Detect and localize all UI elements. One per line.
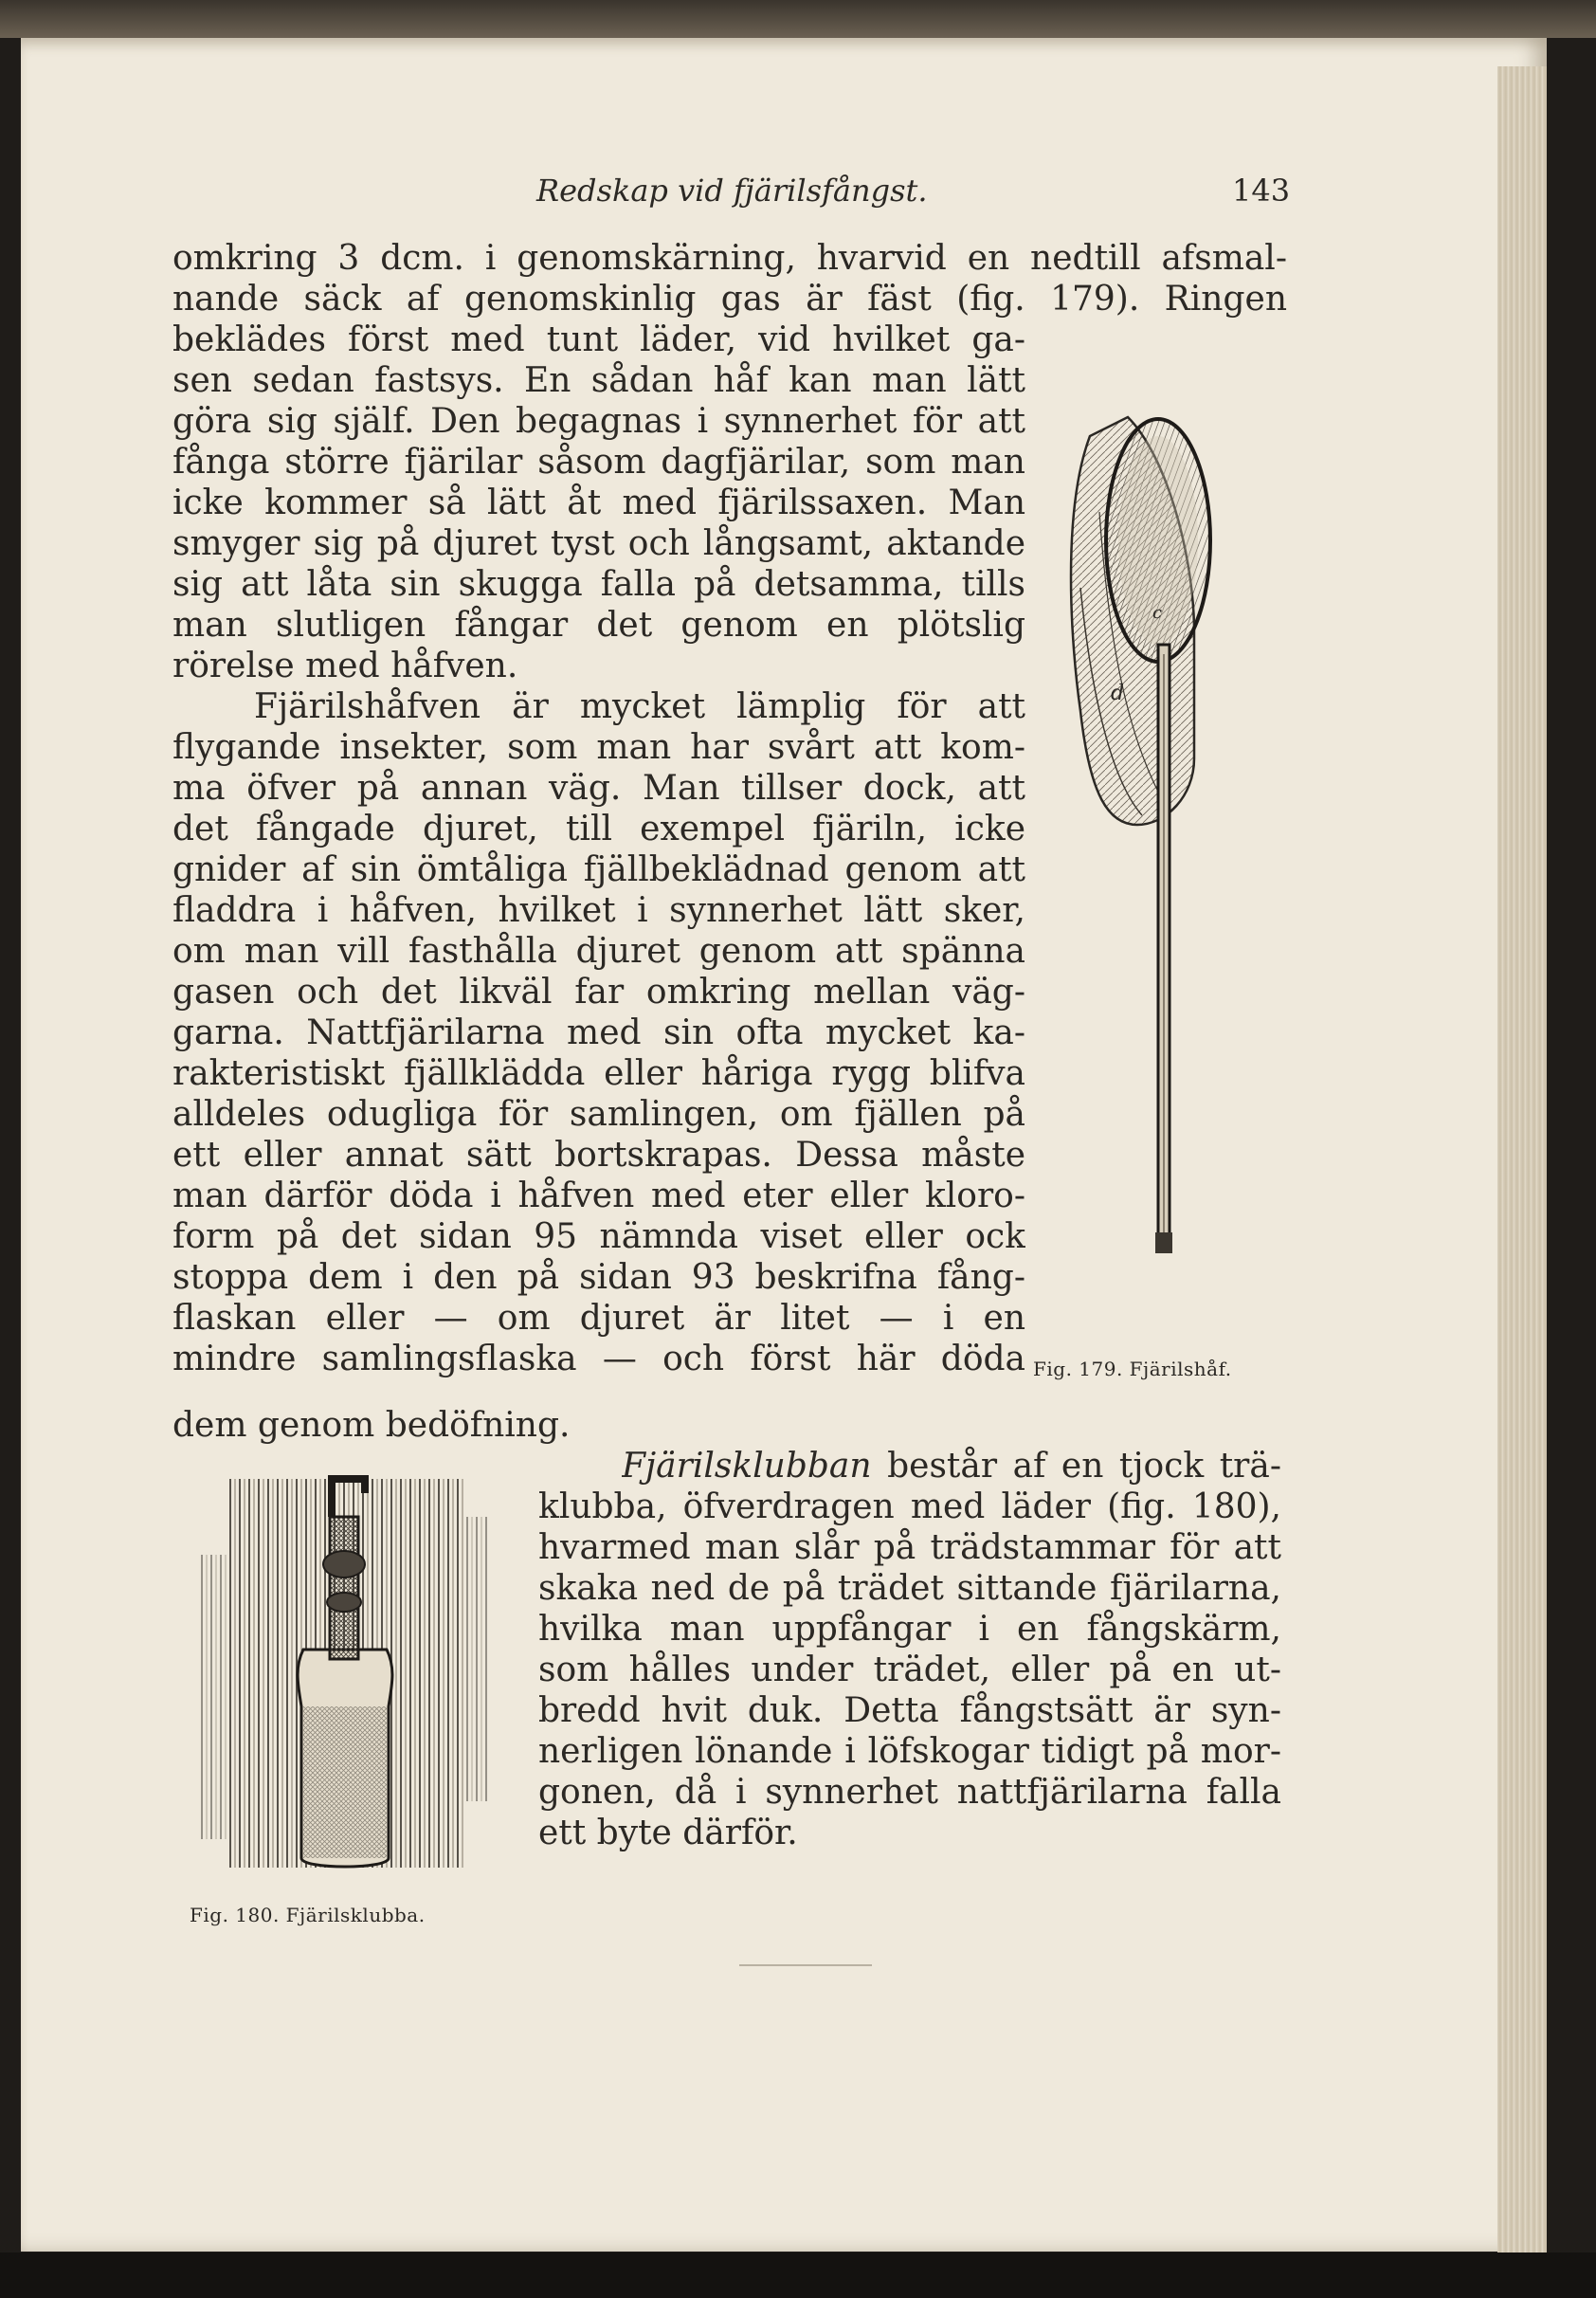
text-line: beklädes först med tunt läder, vid hvilket ga- — [172, 320, 1025, 359]
text-line: dem genom bedöfning. — [172, 1406, 571, 1445]
text-line: fladdra i håfven, hvilket i synnerhet lätt sker, — [172, 891, 1025, 930]
text-line: gnider af sin ömtåliga fjällbeklädnad genom att — [172, 850, 1025, 889]
figure-179-butterfly-net — [1052, 398, 1242, 1337]
text-line: nande säck af genomskinlig gas är fäst (fig. 179). Ringen — [172, 280, 1287, 319]
text-line: fånga större fjärilar såsom dagfjärilar, som man — [172, 443, 1025, 482]
text-line: rakteristiskt fjällklädda eller håriga rygg blifva — [172, 1054, 1025, 1093]
scan-bottom-border — [0, 2252, 1596, 2298]
butterfly-club-illustration — [199, 1460, 493, 1877]
text-line: det fångade djuret, till exempel fjäriln, icke — [172, 810, 1025, 848]
text-line: mindre samlingsflaska — och först här döda — [172, 1340, 1025, 1378]
text-line: icke kommer så lätt åt med fjärilssaxen. Man — [172, 483, 1025, 522]
italic-term: Fjärilsklubban — [622, 1447, 872, 1486]
text-line: man slutligen fångar det genom en plötslig — [172, 606, 1025, 645]
running-header-title: Redskap vid fjärilsfångst. — [536, 173, 928, 209]
text-line: omkring 3 dcm. i genomskärning, hvarvid en nedtill afsmal- — [172, 239, 1287, 278]
butterfly-net-illustration — [1052, 398, 1242, 1337]
figure-label-d: d — [1111, 682, 1125, 705]
text-line: sig att låta sin skugga falla på detsamma, tills — [172, 565, 1025, 604]
text-line: alldeles odugliga för samlingen, om fjällen på — [172, 1095, 1025, 1134]
text-line: skaka ned de på trädet sittande fjärilarna, — [538, 1569, 1281, 1608]
figure-180-caption: Fig. 180. Fjärilsklubba. — [190, 1904, 426, 1926]
text-line: göra sig själf. Den begagnas i synnerhet för att — [172, 402, 1025, 441]
text-line: man därför döda i håfven med eter eller kloro- — [172, 1176, 1025, 1215]
book-top-edge — [0, 0, 1596, 38]
text-line: Fjärilshåfven är mycket lämplig för att — [254, 687, 1025, 726]
figure-label-c: c — [1152, 603, 1163, 623]
text-line: gasen och det likväl far omkring mellan väg- — [172, 973, 1025, 1012]
page-number: 143 — [1232, 173, 1291, 209]
text-line: gonen, då i synnerhet nattfjärilarna falla — [538, 1773, 1281, 1812]
text-line: hvarmed man slår på trädstammar för att — [538, 1528, 1281, 1567]
text-line: sen sedan fastsys. En sådan håf kan man lätt — [172, 361, 1025, 400]
text-line: nerligen lönande i löfskogar tidigt på mor- — [538, 1732, 1281, 1771]
text-line: smyger sig på djuret tyst och långsamt, aktande — [172, 524, 1025, 563]
text-line: stoppa dem i den på sidan 93 beskrifna fång- — [172, 1258, 1025, 1297]
text-line: som hålles under trädet, eller på en ut- — [538, 1651, 1281, 1689]
text-line: om man vill fasthålla djuret genom att spänna — [172, 932, 1025, 971]
text-line: ett eller annat sätt bortskrapas. Dessa måste — [172, 1136, 1025, 1175]
text-line: flygande insekter, som man har svårt att kom- — [172, 728, 1025, 767]
text-line: form på det sidan 95 nämnda viset eller ock — [172, 1217, 1025, 1256]
text-line: klubba, öfverdragen med läder (fig. 180), — [538, 1487, 1281, 1526]
text-line: ma öfver på annan väg. Man tillser dock, att — [172, 769, 1025, 808]
text-line: garna. Nattfjärilarna med sin ofta mycket ka- — [172, 1013, 1025, 1052]
text-line: ett byte därför. — [538, 1814, 798, 1852]
text-line: rörelse med håfven. — [172, 647, 518, 685]
footer-rule — [739, 1964, 872, 1966]
figure-179-caption: Fig. 179. Fjärilshåf. — [1033, 1358, 1232, 1380]
figure-180-butterfly-club — [199, 1460, 493, 1877]
text-line: bredd hvit duk. Detta fångstsätt är syn- — [538, 1691, 1281, 1730]
page-fore-edge — [1497, 66, 1547, 2294]
text-line: hvilka man uppfångar i en fångskärm, — [538, 1610, 1281, 1649]
text-line: flaskan eller — om djuret är litet — i en — [172, 1299, 1025, 1338]
text-line: Fjärilsklubban består af en tjock trä- — [622, 1447, 1281, 1486]
